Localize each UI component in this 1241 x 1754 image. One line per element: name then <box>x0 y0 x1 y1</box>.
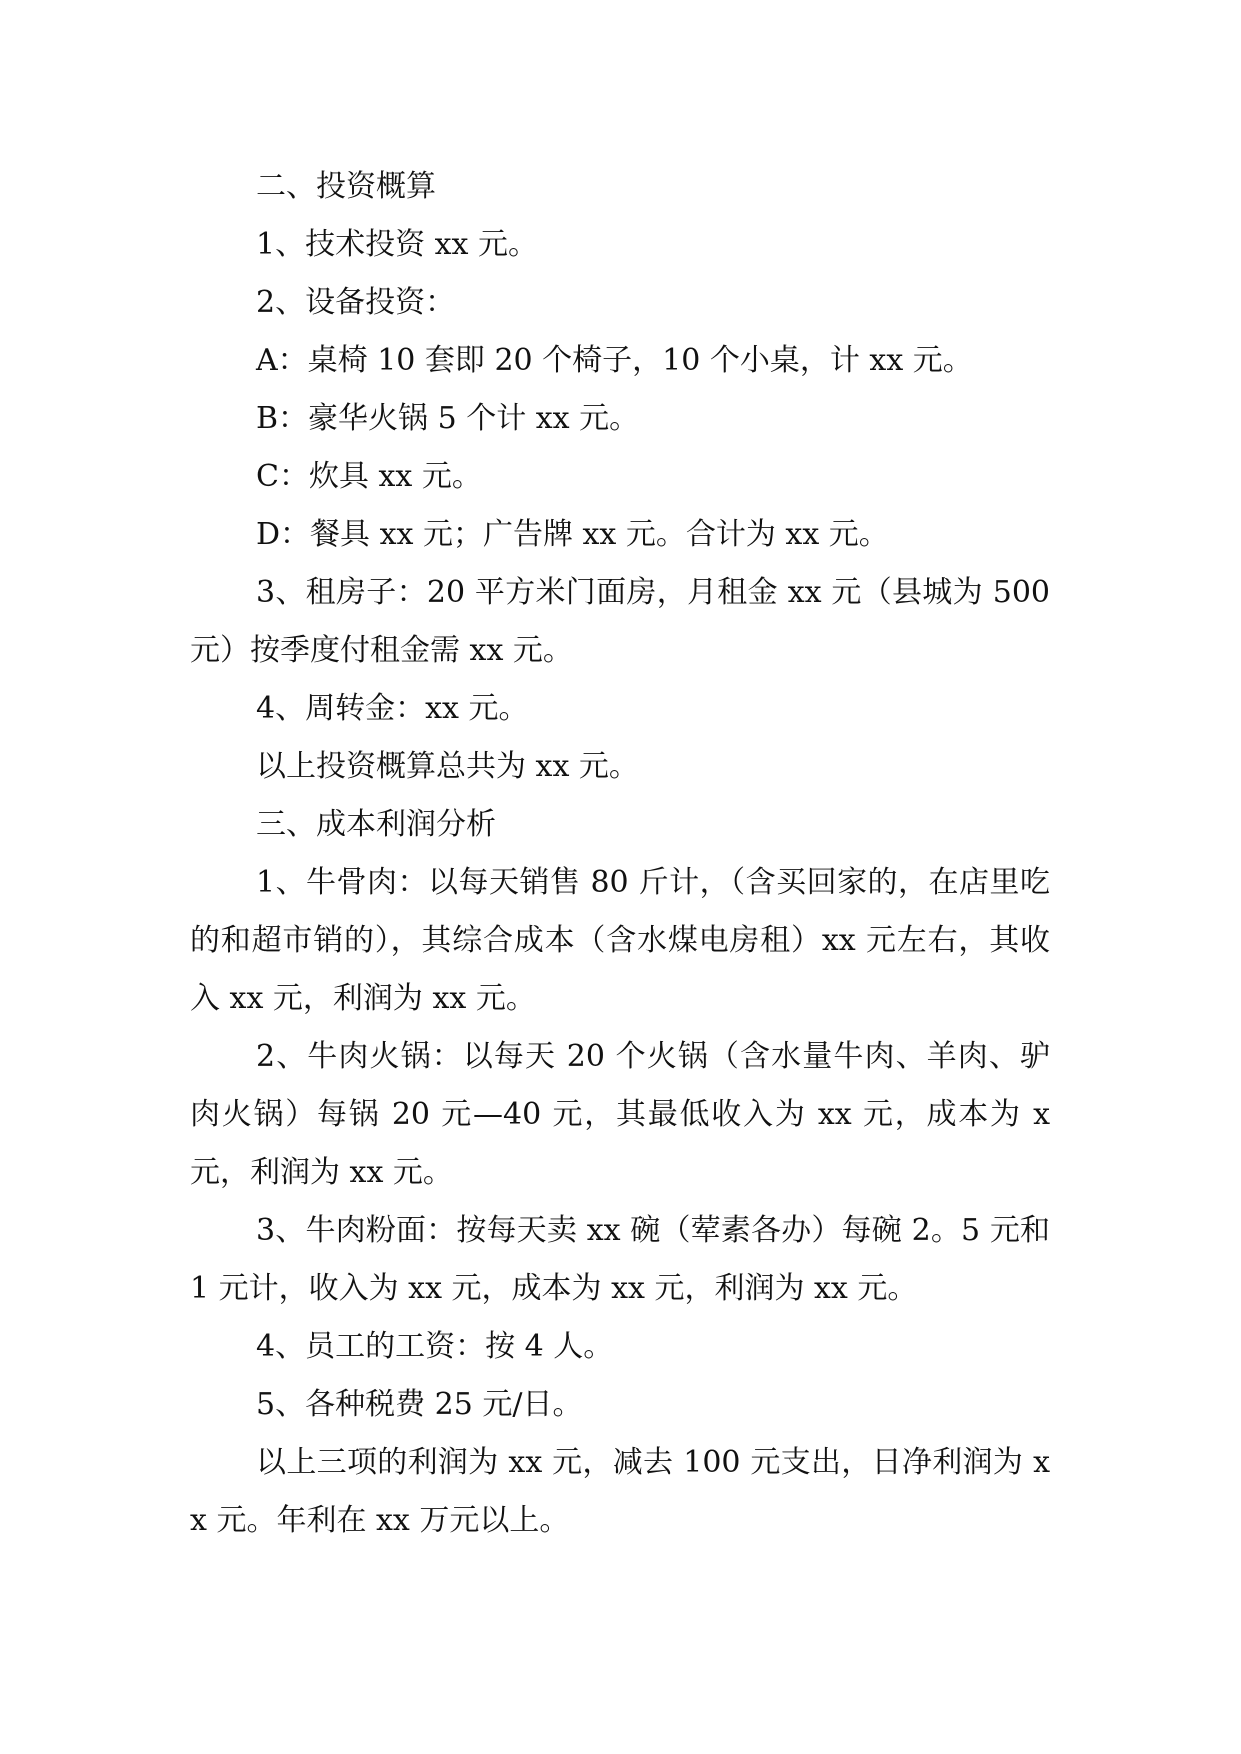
paragraph-rent: 3、租房子：20 平方米门面房，月租金 xx 元（县城为 500 元）按季度付租金需 xx 元。 <box>190 575 1050 668</box>
paragraph-beef-noodles: 3、牛肉粉面：按每天卖 xx 碗（荤素各办）每碗 2。5 元和 1 元计，收入为 xx 元，成本为 xx 元，利润为 xx 元。 <box>190 1213 1050 1306</box>
section-heading-investment: 二、投资概算 <box>256 169 436 204</box>
paragraph-tech-investment: 1、技术投资 xx 元。 <box>256 227 538 262</box>
paragraph-equipment-investment: 2、设备投资： <box>256 285 456 320</box>
paragraph-staff-wages: 4、员工的工资：按 4 人。 <box>256 1329 614 1364</box>
paragraph-beef-hotpot: 2、牛肉火锅：以每天 20 个火锅（含水量牛肉、羊肉、驴肉火锅）每锅 20 元—40 元，其最低收入为 xx 元，成本为 x 元，利润为 xx 元。 <box>190 1039 1050 1190</box>
paragraph-item-d-tableware: D：餐具 xx 元；广告牌 xx 元。合计为 xx 元。 <box>256 517 889 552</box>
document-body <box>190 158 1050 1550</box>
paragraph-taxes: 5、各种税费 25 元/日。 <box>256 1387 583 1422</box>
paragraph-item-a-tables-chairs: A：桌椅 10 套即 20 个椅子，10 个小桌，计 xx 元。 <box>256 343 973 378</box>
section-heading-cost-profit: 三、成本利润分析 <box>256 807 496 842</box>
paragraph-working-capital: 4、周转金：xx 元。 <box>256 691 529 726</box>
paragraph-net-profit: 以上三项的利润为 xx 元，减去 100 元支出，日净利润为 xx 元。年利在 xx 万元以上。 <box>190 1445 1050 1538</box>
paragraph-item-b-hotpot: B：豪华火锅 5 个计 xx 元。 <box>256 401 640 436</box>
paragraph-item-c-cookware: C：炊具 xx 元。 <box>256 459 482 494</box>
paragraph-investment-total: 以上投资概算总共为 xx 元。 <box>256 749 639 784</box>
paragraph-beef-bone: 1、牛骨肉：以每天销售 80 斤计，（含买回家的，在店里吃的和超市销的），其综合成本（含水煤电房租）xx 元左右，其收入 xx 元，利润为 xx 元。 <box>190 865 1050 1016</box>
